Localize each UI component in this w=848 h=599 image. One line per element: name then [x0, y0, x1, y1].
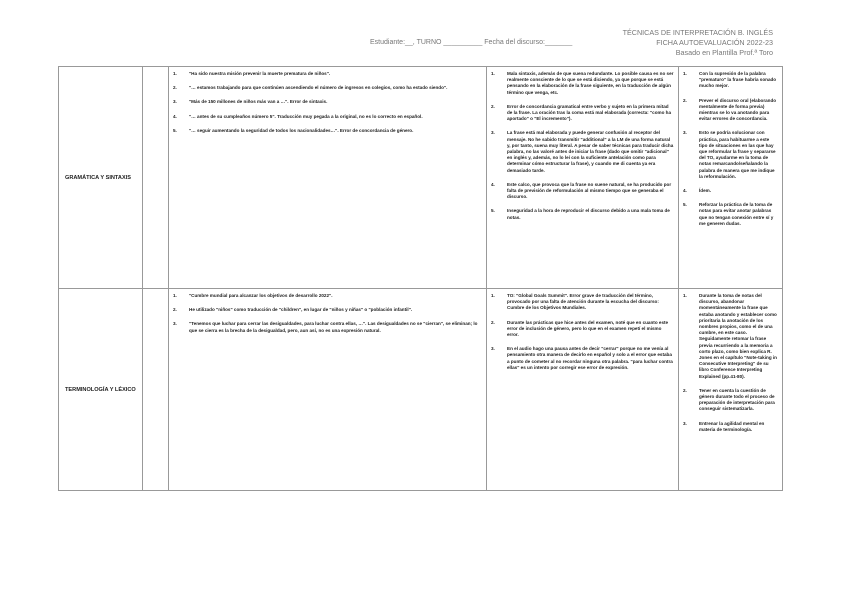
- item-text: "Más de 150 millones de niños más van a …". Error de sintaxis.: [189, 99, 328, 105]
- item-text: Con la supresión de la palabra "prematuro" la frase habría sonado mucho mejor.: [699, 71, 777, 89]
- list-item: [491, 182, 674, 201]
- item-text: La frase está mal elaborada y puede generar confusión al receptor del mensaje. No he sabido transmitir "additional" a la LM de una forma natural y, por tanto, suena muy literal. A pesar de saber técnicas para traducir dicha palabra, no las valoré antes de iniciar la frase (dado que omitir "adicional" en inglés y, además, no lo leí con la suficiente antelación como para determinar cómo estructurar la frase), y cuando me di cuenta ya era demasiado tarde.: [507, 130, 674, 173]
- item-text: "… antes de su cumpleaños número 5". Traducción muy pegada a la original, no es lo correcto en español.: [189, 113, 423, 119]
- item-text: Durante la toma de notas del discurso, abandonar momentáneamente la frase que estaba anotando y establecer como prioritaria la anotación de los nombres propios, como el de una cumbre, en este caso. Seguidamente retomar la frase previa recurriendo a la memoria a corto plazo, como bien explica R. Jones en el capítulo "Note-taking in Consecutive Interpreting" de su libro Conference Interpreting Explained (pp.41-80).: [699, 293, 777, 379]
- item-number: 1.: [683, 293, 687, 298]
- list-item: [491, 104, 674, 123]
- item-number: 3.: [491, 346, 495, 352]
- errors-cell: [169, 289, 487, 491]
- item-text: "… seguir aumentando la seguridad de todos los nacionalidades…". Error de concordancia de género.: [189, 127, 414, 133]
- category-cell: TERMINOLOGÍA Y LÉXICO: [59, 289, 143, 491]
- table-row-terminology: [59, 289, 783, 491]
- item-text: "Cumbre mundial para alcanzar los objetivos de desarrollo 2022".: [189, 293, 333, 298]
- list-item: [683, 421, 778, 433]
- item-text: Este calco, que provoca que la frase no suene natural, se ha producido por falta de previsión de reformulación al mismo tiempo que se generaba el discurso.: [507, 181, 672, 200]
- list-item: [491, 320, 674, 339]
- item-text: Tener en cuenta la cuestión de género durante todo el proceso de preparación de interpretación para conseguir sistematizarla.: [699, 387, 775, 412]
- item-number: 3.: [491, 130, 495, 136]
- empty-cell: [143, 289, 169, 491]
- table-row-grammar: [59, 67, 783, 289]
- document-title: TÉCNICAS DE INTERPRETACIÓN B. INGLÉS: [622, 28, 773, 37]
- list-item: [683, 202, 778, 227]
- item-number: 2.: [491, 319, 495, 325]
- item-number: 3.: [683, 420, 687, 426]
- list-item: [173, 114, 482, 120]
- item-number: 1.: [683, 71, 687, 76]
- item-text: Mala sintaxis, además de que suena redundante. Lo posible causa es no ser realmente consciente de lo que se está diciendo, ya que porque se está pensando en la elaboración de la frase siguiente, en la traducción de algún término que venga, etc.: [507, 71, 674, 95]
- item-number: 3.: [173, 99, 177, 105]
- document-subtitle: FICHA AUTOEVALUACIÓN 2022-23: [656, 38, 773, 47]
- causes-cell: [487, 289, 679, 491]
- item-number: 5.: [683, 202, 687, 208]
- item-number: 3.: [173, 321, 177, 327]
- list-item: [683, 293, 778, 380]
- item-number: 5.: [173, 127, 177, 133]
- student-info-line: Estudiante:__, TURNO __________ Fecha del discurso:_______: [370, 39, 573, 46]
- solutions-cell: [679, 67, 783, 289]
- item-number: 4.: [683, 188, 687, 194]
- errors-list: [173, 293, 482, 334]
- item-number: 2.: [683, 97, 687, 103]
- list-item: [491, 71, 674, 96]
- list-item: [173, 71, 482, 77]
- item-number: 2.: [683, 387, 687, 393]
- list-item: [491, 293, 674, 312]
- causes-list: [491, 293, 674, 371]
- empty-cell: [143, 67, 169, 289]
- item-number: 1.: [173, 71, 177, 76]
- errors-list: [173, 71, 482, 134]
- solutions-list: [683, 71, 778, 227]
- item-number: 1.: [173, 293, 177, 298]
- item-text: Reforzar la práctica de la toma de notas para evitar anotar palabras que no tengan conexión entre sí y me generen dudas.: [699, 202, 774, 226]
- item-number: 1.: [491, 293, 495, 298]
- list-item: [683, 130, 778, 180]
- list-item: [683, 98, 778, 123]
- item-text: "… estamos trabajando para que continúen ascendiendo el número de ingresos en colegios, como ha estado siendo".: [189, 85, 448, 91]
- item-text: He utilizado "niños" como traducción de "children", en lugar de "niños y niñas" o "población infantil".: [189, 307, 413, 313]
- list-item: [491, 346, 674, 371]
- list-item: [173, 307, 482, 313]
- list-item: [173, 128, 482, 134]
- item-text: Error de concordancia gramatical entre verbo y sujeto en la primera mitad de la frase. La oración tras la coma está mal elaborada (correcta: "como ha aportado" o "El incremento").: [507, 103, 672, 122]
- item-number: 2.: [173, 85, 177, 91]
- list-item: [173, 99, 482, 105]
- self-evaluation-table: [58, 66, 783, 491]
- solutions-cell: [679, 289, 783, 491]
- item-text: Esto se podría solucionar con práctica, para habituarme a este tipo de situaciones en las que hay que reformular la frase y separarse del TO, ayudarme en la toma de notas remarcando/señalando la palabra de manera que me indique la reformulación.: [699, 130, 776, 179]
- list-item: [683, 188, 778, 194]
- item-number: 1.: [491, 71, 495, 76]
- item-number: 3.: [683, 130, 687, 136]
- item-text: En el audio hago una pausa antes de decir "cerrar" porque no me venía al pensamiento otra manera de decirlo en español y solo a el error que estaba a punto de cometer al no recordar ninguna otra palabra. "para luchar contra ellas" es un intento por corregir ese error de expresión.: [507, 346, 673, 370]
- item-number: 2.: [491, 103, 495, 109]
- causes-cell: [487, 67, 679, 289]
- item-number: 4.: [173, 113, 177, 119]
- list-item: [173, 85, 482, 91]
- solutions-list: [683, 293, 778, 433]
- errors-cell: [169, 67, 487, 289]
- item-text: "Ha sido nuestra misión prevenir la muerte prematura de niños".: [189, 71, 331, 76]
- item-text: "Tenemos que luchar para cerrar las desigualdades, para luchar contra ellas, …". Las desigualdades no se "cierran", se eliminan; lo que se cierra es la brecha de la desigualdad, pero, aun así, no es una expresión natural.: [189, 321, 478, 333]
- item-number: 2.: [173, 307, 177, 313]
- list-item: [491, 208, 674, 220]
- item-text: Entrenar la agilidad mental en materia de terminología.: [699, 420, 765, 432]
- item-text: Prever el discurso oral (elaborando mentalmente de forma previa) mientras se lo va anotando para evitar errores de concordancia.: [699, 97, 777, 122]
- item-number: 5.: [491, 208, 495, 214]
- document-basis: Basado en Plantilla Prof.ª Toro: [675, 48, 773, 57]
- category-cell: GRAMÁTICA Y SINTAXIS: [59, 67, 143, 289]
- list-item: [683, 388, 778, 413]
- item-text: Inseguridad a la hora de reproducir el discurso debido a una mala toma de notas.: [507, 208, 670, 220]
- list-item: [173, 321, 482, 333]
- causes-list: [491, 71, 674, 221]
- list-item: [173, 293, 482, 299]
- item-number: 4.: [491, 181, 495, 187]
- list-item: [683, 71, 778, 90]
- item-text: Ídem.: [699, 188, 711, 194]
- item-text: Durante las prácticas que hice antes del examen, noté que en cuanto este error de inclusión de género, pero lo que en el examen repetí el mismo error.: [507, 319, 669, 338]
- item-text: TO: "Global Goals Summit". Error grave de traducción del término, provocado por una falta de atención durante la escucha del discurso: Cumbre de los Objetivos Mundiales.: [507, 293, 659, 311]
- list-item: [491, 130, 674, 173]
